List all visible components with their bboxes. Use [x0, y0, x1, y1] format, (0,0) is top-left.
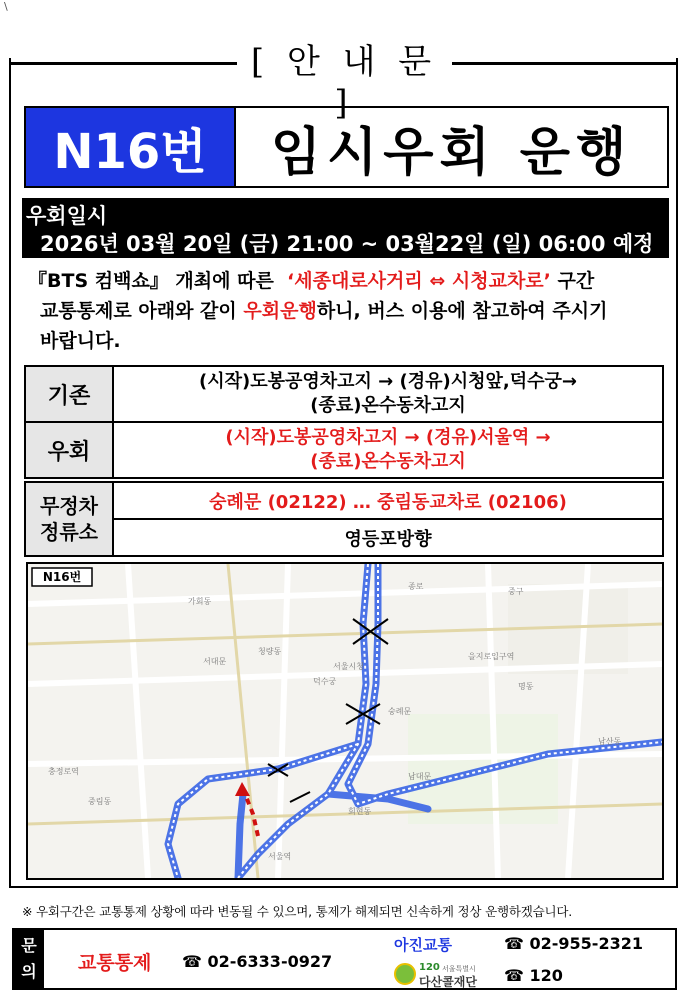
detour-route: [113, 422, 663, 478]
detour-route-label: 우회: [25, 422, 113, 478]
existing-route: [113, 366, 663, 422]
table-row: [25, 482, 663, 519]
map-label: 을지로입구역: [468, 652, 515, 661]
schedule-period: 2026년 03월 20일 (금) 21:00 ~ 03월22일 (일) 06:00 예정: [40, 232, 654, 256]
contact-label-line1: 문: [21, 936, 37, 955]
map-label: 서울시청: [333, 662, 364, 671]
map-label: 중구: [508, 587, 524, 596]
route-banner: [24, 106, 669, 188]
detour-route-line2: (종료)온수동차고지: [310, 451, 466, 472]
map-label: 회현동: [348, 807, 372, 816]
header-rule-right: [452, 62, 678, 65]
map-label: 서대문: [203, 657, 227, 666]
map-badge: N16번: [42, 570, 82, 584]
existing-route-line2: (종료)온수동차고지: [310, 395, 466, 416]
notice-line2-start: 교통통제로 아래와 같이: [40, 300, 237, 322]
map-label: 명동: [518, 682, 534, 691]
company-name: 아진교통: [394, 936, 452, 954]
route-table: [24, 365, 664, 479]
corner-mark: \: [4, 0, 8, 13]
map-label: 청량동: [258, 647, 282, 656]
table-row: [25, 366, 663, 422]
footnote: ※ 우회구간은 교통통제 상황에 따라 변동될 수 있으며, 통제가 해제되면 신속하게 정상 운행하겠습니다.: [22, 904, 572, 919]
page-title: [ 안 내 문 ]: [250, 42, 438, 123]
existing-route-line1: (시작)도봉공영차고지 → (경유)시청앞,덕수궁→: [198, 371, 578, 392]
notice-paragraph: [28, 266, 668, 356]
skipped-stops-label: [25, 482, 113, 556]
dasan-sub: 서울특별시: [442, 965, 476, 973]
map-label: 가회동: [188, 597, 212, 606]
route-number: N16번: [26, 108, 236, 186]
table-row: [25, 519, 663, 556]
traffic-control-phone: ☎ 02-6333-0927: [182, 952, 333, 971]
contact-label-line2: 의: [21, 962, 37, 981]
notice-line1-end: 구간: [557, 270, 595, 292]
closed-section: ‘세종대로사거리 ⇔ 시청교차로’: [287, 270, 551, 292]
notice-line-3: 바랍니다.: [40, 330, 121, 352]
event-text: 『BTS 컴백쇼』 개최에 따른: [28, 270, 274, 292]
map-label: 숭례문: [388, 707, 412, 716]
dasan-logo-icon: [394, 963, 416, 985]
skipped-direction: 영등포방향: [113, 519, 663, 556]
schedule-label: 우회일시: [26, 204, 108, 228]
map-canvas: [28, 564, 662, 878]
map-label: 종로: [408, 582, 424, 591]
detour-map: [26, 562, 664, 880]
skipped-stops-list: 숭례문 (02122) … 중림동교차로 (02106): [113, 482, 663, 519]
map-label: 충정로역: [48, 767, 79, 776]
traffic-control-label: 교통통제: [78, 952, 152, 974]
detour-highlight: 우회운행: [243, 300, 317, 322]
schedule-block: [22, 198, 669, 258]
banner-title: 임시우회 운행: [270, 122, 633, 183]
detour-route-line1: (시작)도봉공영차고지 → (경유)서울역 →: [225, 427, 551, 448]
dasan-phone: ☎ 120: [504, 966, 563, 985]
map-label: 중림동: [88, 797, 112, 806]
contact-label: [14, 930, 44, 988]
map-label: 서울역: [268, 852, 292, 861]
notice-line2-end: 하니, 버스 이용에 참고하여 주시기: [316, 300, 608, 322]
contact-footer: [12, 928, 677, 990]
header-rule-left: [9, 62, 237, 65]
skipped-label-line1: 무정차: [40, 494, 98, 518]
table-row: [25, 422, 663, 478]
dasan-name: 다산콜재단: [419, 975, 477, 989]
notice-line-1: [28, 266, 668, 296]
skipped-label-line2: 정류소: [40, 520, 98, 544]
dasan-number: 120: [419, 962, 440, 973]
map-label: 남대문: [408, 772, 432, 781]
existing-route-label: 기존: [25, 366, 113, 422]
notice-line-2: [28, 296, 668, 326]
map-label: 덕수궁: [313, 677, 337, 686]
map-label: 남산동: [598, 737, 622, 746]
company-phone: ☎ 02-955-2321: [504, 934, 643, 953]
skipped-stops-table: [24, 481, 664, 557]
